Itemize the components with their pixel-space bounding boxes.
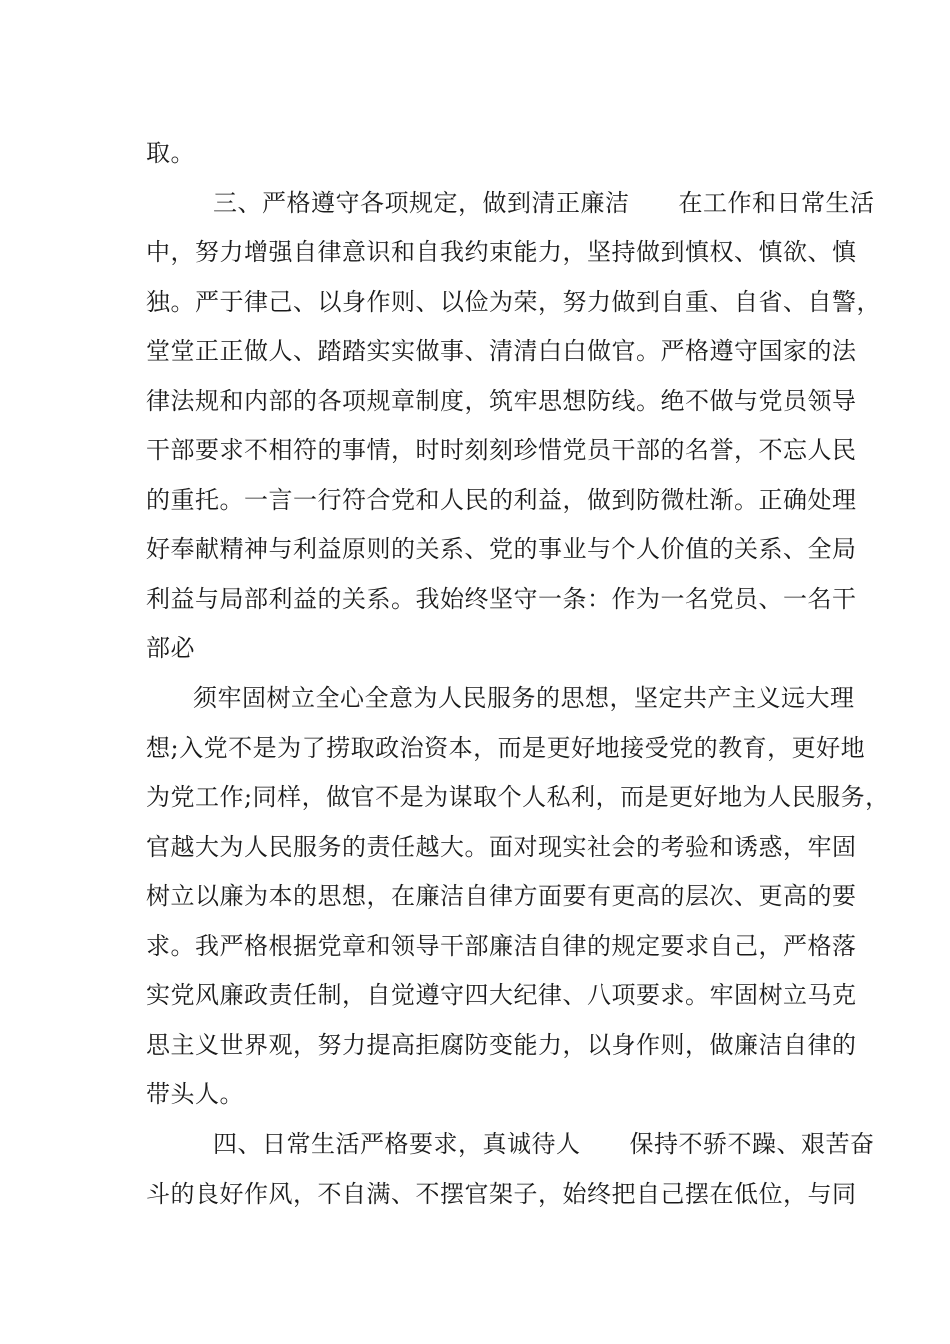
text-line: 干部要求不相符的事情，时时刻刻珍惜党员干部的名誉，不忘人民 [146, 436, 857, 464]
text-line: 利益与局部利益的关系。我始终坚守一条：作为一名党员、一名干 [146, 585, 857, 613]
text-line: 树立以廉为本的思想，在廉洁自律方面要有更高的层次、更高的要 [146, 882, 857, 910]
text-line: 想;入党不是为了捞取政治资本，而是更好地接受党的教育，更好地 [146, 734, 866, 762]
section-heading-line: 四、日常生活严格要求，真诚待人 保持不骄不躁、艰苦奋 [213, 1130, 875, 1158]
text-line: 取。 [146, 139, 195, 167]
section-heading-line: 三、严格遵守各项规定，做到清正廉洁 在工作和日常生活 [213, 189, 875, 217]
text-line: 律法规和内部的各项规章制度，筑牢思想防线。绝不做与党员领导 [146, 387, 857, 415]
text-line: 思主义世界观，努力提高拒腐防变能力，以身作则，做廉洁自律的 [146, 1031, 857, 1059]
text-line: 中，努力增强自律意识和自我约束能力，坚持做到慎权、慎欲、慎 [146, 238, 857, 266]
text-line: 堂堂正正做人、踏踏实实做事、清清白白做官。严格遵守国家的法 [146, 337, 857, 365]
text-line: 为党工作;同样，做官不是为谋取个人私利，而是更好地为人民服务， [146, 783, 890, 811]
text-line: 求。我严格根据党章和领导干部廉洁自律的规定要求自己，严格落 [146, 932, 857, 960]
text-line: 带头人。 [146, 1080, 244, 1108]
text-line: 斗的良好作风，不自满、不摆官架子，始终把自己摆在低位，与同 [146, 1180, 857, 1208]
text-line: 实党风廉政责任制，自觉遵守四大纪律、八项要求。牢固树立马克 [146, 981, 857, 1009]
text-line: 的重托。一言一行符合党和人民的利益，做到防微杜渐。正确处理 [146, 486, 857, 514]
text-line: 独。严于律己、以身作则、以俭为荣，努力做到自重、自省、自警， [146, 288, 881, 316]
text-line: 部必 [146, 634, 195, 662]
text-line: 官越大为人民服务的责任越大。面对现实社会的考验和诱惑，牢固 [146, 833, 857, 861]
paragraph-start-line: 须牢固树立全心全意为人民服务的思想，坚定共产主义远大理 [193, 684, 855, 712]
text-line: 好奉献精神与利益原则的关系、党的事业与个人价值的关系、全局 [146, 535, 857, 563]
